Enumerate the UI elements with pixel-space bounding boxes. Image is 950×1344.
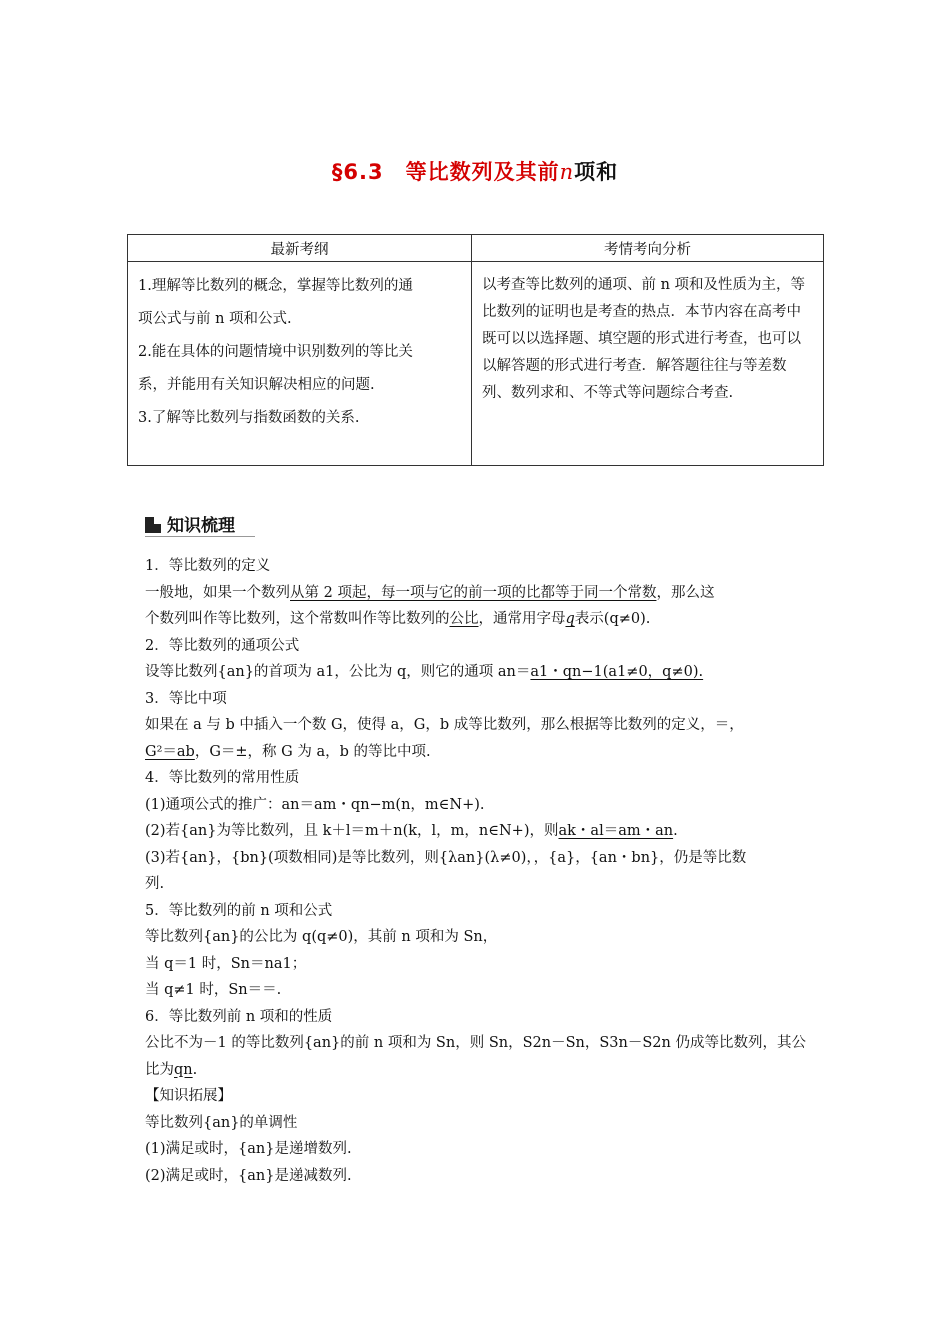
paragraph-line: (1)通项公式的推广：an＝am・qn−m(n，m∈N+). — [145, 796, 485, 813]
paragraph-line: (1)满足或时，{an}是递增数列. — [145, 1141, 352, 1157]
subheading: 2．等比数列的通项公式 — [145, 637, 300, 654]
knowledge-content — [145, 553, 825, 1189]
section-marker-icon — [145, 517, 161, 533]
paragraph-line: 设等比数列{an}的首项为 a1，公比为 q，则它的通项 an＝a1・qn−1(a1≠0，q≠0). — [145, 664, 704, 680]
title-variable: n — [559, 160, 575, 184]
extension-heading: 【知识拓展】 — [145, 1088, 232, 1104]
paragraph-line: 如果在 a 与 b 中插入一个数 G，使得 a，G，b 成等比数列，那么根据等比数列的定义，＝， — [145, 717, 744, 733]
section-heading-text: 知识梳理 — [167, 516, 235, 536]
outline-cell — [128, 262, 472, 466]
section-underline — [145, 536, 255, 537]
table-header-outline: 最新考纲 — [128, 235, 472, 262]
subheading: 1．等比数列的定义 — [145, 558, 271, 574]
answer-underline: ak・al＝am・an — [558, 823, 674, 839]
subheading: 3．等比中项 — [145, 690, 227, 707]
paragraph-line: G²＝ab，G＝±，称 G 为 a，b 的等比中项. — [145, 743, 431, 760]
title-prefix: §6.3 等比数列及其前 — [331, 160, 560, 184]
page-title — [0, 156, 950, 186]
analysis-cell: 以考查等比数列的通项、前 n 项和及性质为主，等比数列的证明也是考查的热点．本节内容在高考中既可以以选择题、填空题的形式进行考查，也可以以解答题的形式进行考查．解答题往往与等差数列、数列求和、不等式等问题综合考查. — [472, 262, 824, 466]
paragraph-line: 个数列叫作等比数列，这个常数叫作等比数列的公比，通常用字母q表示(q≠0). — [145, 611, 651, 627]
paragraph-line: 公比不为－1 的等比数列{an}的前 n 项和为 Sn，则 Sn，S2n－Sn，S3n－S2n 仍成等比数列，其公 — [145, 1035, 806, 1051]
outline-line: 3.了解等比数列与指数函数的关系. — [138, 410, 360, 426]
answer-underline: q — [565, 611, 575, 627]
answer-underline: qn — [174, 1061, 193, 1078]
exam-outline-table — [127, 234, 824, 466]
paragraph-line: 列. — [145, 876, 165, 892]
outline-line: 2.能在具体的问题情境中识别数列的等比关 — [138, 344, 413, 360]
answer-underline: 公比 — [449, 611, 479, 627]
subheading: 5．等比数列的前 n 项和公式 — [145, 902, 333, 919]
subheading: 6．等比数列前 n 项和的性质 — [145, 1008, 333, 1025]
paragraph-line: (2)若{an}为等比数列，且 k＋l＝m＋n(k，l，m，n∈N+)，则ak・al＝am・an. — [145, 823, 678, 839]
paragraph-line: 等比数列{an}的公比为 q(q≠0)，其前 n 项和为 Sn， — [145, 929, 498, 945]
subheading: 4．等比数列的常用性质 — [145, 770, 300, 786]
answer-underline: G²＝ab — [145, 743, 195, 760]
answer-underline: 从第 2 项起，每一项与它的前一项的比都等于同一个常数 — [290, 584, 657, 601]
outline-line: 项公式与前 n 项和公式. — [138, 311, 292, 327]
outline-line: 系，并能用有关知识解决相应的问题. — [138, 377, 375, 393]
table-header-analysis: 考情考向分析 — [472, 235, 824, 262]
answer-underline: a1・qn−1(a1≠0，q≠0). — [530, 664, 704, 680]
paragraph-line: 一般地，如果一个数列从第 2 项起，每一项与它的前一项的比都等于同一个常数，那么这 — [145, 584, 715, 601]
section-heading — [145, 511, 235, 536]
title-suffix: 项和 — [574, 160, 619, 184]
outline-line: 1.理解等比数列的概念，掌握等比数列的通 — [138, 278, 413, 294]
paragraph-line: 比为qn. — [145, 1061, 198, 1078]
paragraph-line: (2)满足或时，{an}是递减数列. — [145, 1167, 352, 1184]
paragraph-line: 等比数列{an}的单调性 — [145, 1114, 298, 1131]
paragraph-line: (3)若{an}，{bn}(项数相同)是等比数列，则{λan}(λ≠0)，，{a}，{an・bn}，仍是等比数 — [145, 849, 747, 866]
paragraph-line: 当 q＝1 时，Sn＝na1； — [145, 955, 307, 972]
paragraph-line: 当 q≠1 时，Sn＝＝. — [145, 982, 282, 998]
